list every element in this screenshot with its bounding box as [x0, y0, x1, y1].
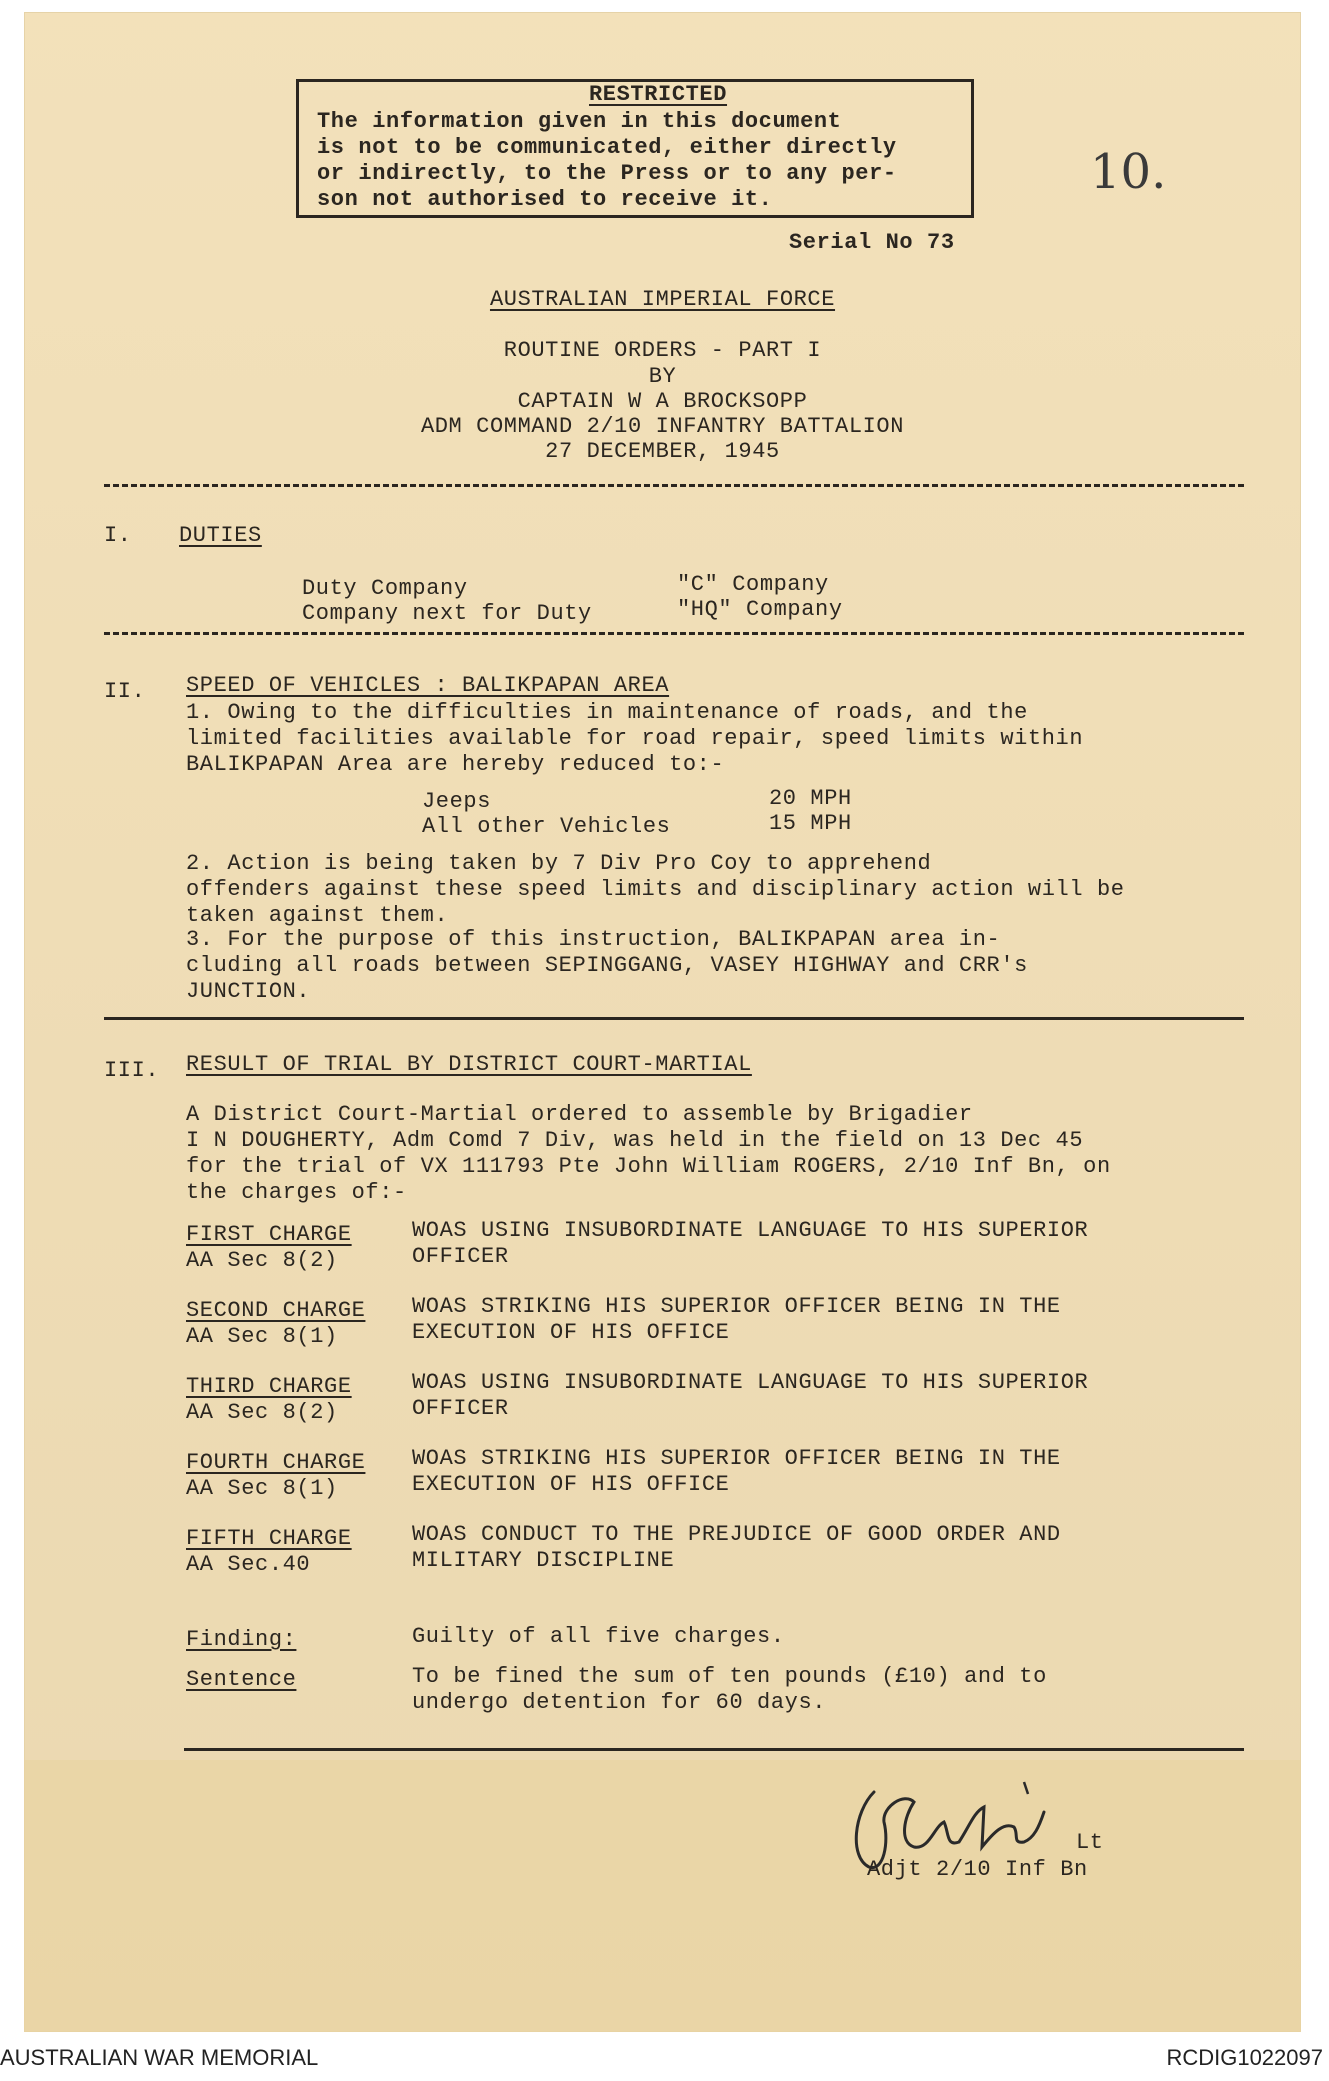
- signature-title: Adjt 2/10 Inf Bn: [867, 1857, 1088, 1882]
- finding-label: Finding:: [186, 1627, 297, 1652]
- charge-name: THIRD CHARGE: [186, 1374, 352, 1399]
- sentence-text: undergo detention for 60 days.: [412, 1690, 827, 1715]
- section-number: III.: [104, 1058, 160, 1083]
- paragraph-line: 2. Action is being taken by 7 Div Pro Coy to apprehend: [186, 851, 932, 876]
- duty-value: "C" Company: [677, 572, 829, 597]
- handwritten-page-number: 10.: [1090, 144, 1167, 200]
- charge-text: OFFICER: [412, 1396, 509, 1421]
- charge-text: WOAS STRIKING HIS SUPERIOR OFFICER BEING IN THE: [412, 1446, 1061, 1471]
- restricted-notice-box: [296, 79, 974, 218]
- restricted-line: son not authorised to receive it.: [317, 187, 773, 212]
- charge-text: WOAS USING INSUBORDINATE LANGUAGE TO HIS SUPERIOR: [412, 1218, 1089, 1243]
- serial-number: Serial No 73: [789, 230, 955, 255]
- duty-value: "HQ" Company: [677, 597, 843, 622]
- paragraph-line: JUNCTION.: [186, 979, 311, 1004]
- paragraph-line: 1. Owing to the difficulties in maintenance of roads, and the: [186, 700, 1028, 725]
- charge-name: FOURTH CHARGE: [186, 1450, 366, 1475]
- charge-text: WOAS CONDUCT TO THE PREJUDICE OF GOOD ORDER AND: [412, 1522, 1061, 1547]
- duty-label: Duty Company: [302, 576, 468, 601]
- speed-limit: 20 MPH: [769, 786, 852, 811]
- charge-section: AA Sec 8(1): [186, 1324, 338, 1349]
- officer-line: CAPTAIN W A BROCKSOPP: [517, 389, 808, 414]
- paragraph-line: taken against them.: [186, 903, 449, 928]
- restricted-line: is not to be communicated, either directly: [317, 135, 897, 160]
- finding-text: Guilty of all five charges.: [412, 1624, 785, 1649]
- sentence-label: Sentence: [186, 1667, 297, 1692]
- section-title: RESULT OF TRIAL BY DISTRICT COURT-MARTIAL: [186, 1052, 752, 1077]
- charge-section: AA Sec 8(2): [186, 1400, 338, 1425]
- charge-section: AA Sec 8(2): [186, 1248, 338, 1273]
- charge-name: SECOND CHARGE: [186, 1298, 366, 1323]
- section-number: II.: [104, 679, 146, 704]
- charge-text: WOAS STRIKING HIS SUPERIOR OFFICER BEING IN THE: [412, 1294, 1061, 1319]
- archive-credit: AUSTRALIAN WAR MEMORIAL: [0, 2045, 319, 2070]
- paragraph-line: 3. For the purpose of this instruction, BALIKPAPAN area in-: [186, 927, 1001, 952]
- section-number: I.: [104, 523, 132, 548]
- section-divider: [104, 484, 1244, 487]
- charge-text: EXECUTION OF HIS OFFICE: [412, 1320, 730, 1345]
- paragraph-line: the charges of:-: [186, 1180, 407, 1205]
- duty-label: Company next for Duty: [302, 601, 592, 626]
- vehicle-type: All other Vehicles: [422, 814, 671, 839]
- section-divider: [184, 1748, 1244, 1751]
- restricted-line: or indirectly, to the Press or to any per-: [317, 161, 897, 186]
- page-lower-band: [24, 1760, 1301, 2032]
- date-line: 27 DECEMBER, 1945: [545, 439, 780, 464]
- charge-section: AA Sec.40: [186, 1552, 311, 1577]
- charge-name: FIRST CHARGE: [186, 1222, 352, 1247]
- charge-text: WOAS USING INSUBORDINATE LANGUAGE TO HIS SUPERIOR: [412, 1370, 1089, 1395]
- archive-id: RCDIG1022097: [1166, 2045, 1323, 2070]
- section-divider: [104, 632, 1244, 635]
- charge-text: EXECUTION OF HIS OFFICE: [412, 1472, 730, 1497]
- paragraph-line: I N DOUGHERTY, Adm Comd 7 Div, was held in the field on 13 Dec 45: [186, 1128, 1084, 1153]
- restricted-title: RESTRICTED: [589, 82, 728, 107]
- force-heading: AUSTRALIAN IMPERIAL FORCE: [489, 287, 836, 312]
- paragraph-line: cluding all roads between SEPINGGANG, VASEY HIGHWAY and CRR's: [186, 953, 1028, 978]
- vehicle-type: Jeeps: [422, 789, 492, 814]
- paragraph-line: limited facilities available for road repair, speed limits within: [186, 726, 1084, 751]
- document-page: [24, 12, 1301, 2032]
- by-line: BY: [648, 364, 677, 389]
- speed-limit: 15 MPH: [769, 811, 852, 836]
- section-divider: [104, 1017, 1244, 1020]
- sentence-text: To be fined the sum of ten pounds (£10) and to: [412, 1664, 1047, 1689]
- section-title: SPEED OF VEHICLES : BALIKPAPAN AREA: [186, 673, 670, 698]
- charge-section: AA Sec 8(1): [186, 1476, 338, 1501]
- orders-heading: ROUTINE ORDERS - PART I: [503, 338, 822, 363]
- paragraph-line: BALIKPAPAN Area are hereby reduced to:-: [186, 752, 725, 777]
- charge-text: MILITARY DISCIPLINE: [412, 1548, 675, 1573]
- paragraph-line: for the trial of VX 111793 Pte John William ROGERS, 2/10 Inf Bn, on: [186, 1154, 1111, 1179]
- section-title: DUTIES: [179, 523, 262, 548]
- restricted-line: The information given in this document: [317, 109, 842, 134]
- charge-name: FIFTH CHARGE: [186, 1526, 352, 1551]
- signature-rank: Lt: [1076, 1830, 1104, 1855]
- paragraph-line: A District Court-Martial ordered to assemble by Brigadier: [186, 1102, 973, 1127]
- paragraph-line: offenders against these speed limits and disciplinary action will be: [186, 877, 1125, 902]
- command-line: ADM COMMAND 2/10 INFANTRY BATTALION: [420, 414, 905, 439]
- charge-text: OFFICER: [412, 1244, 509, 1269]
